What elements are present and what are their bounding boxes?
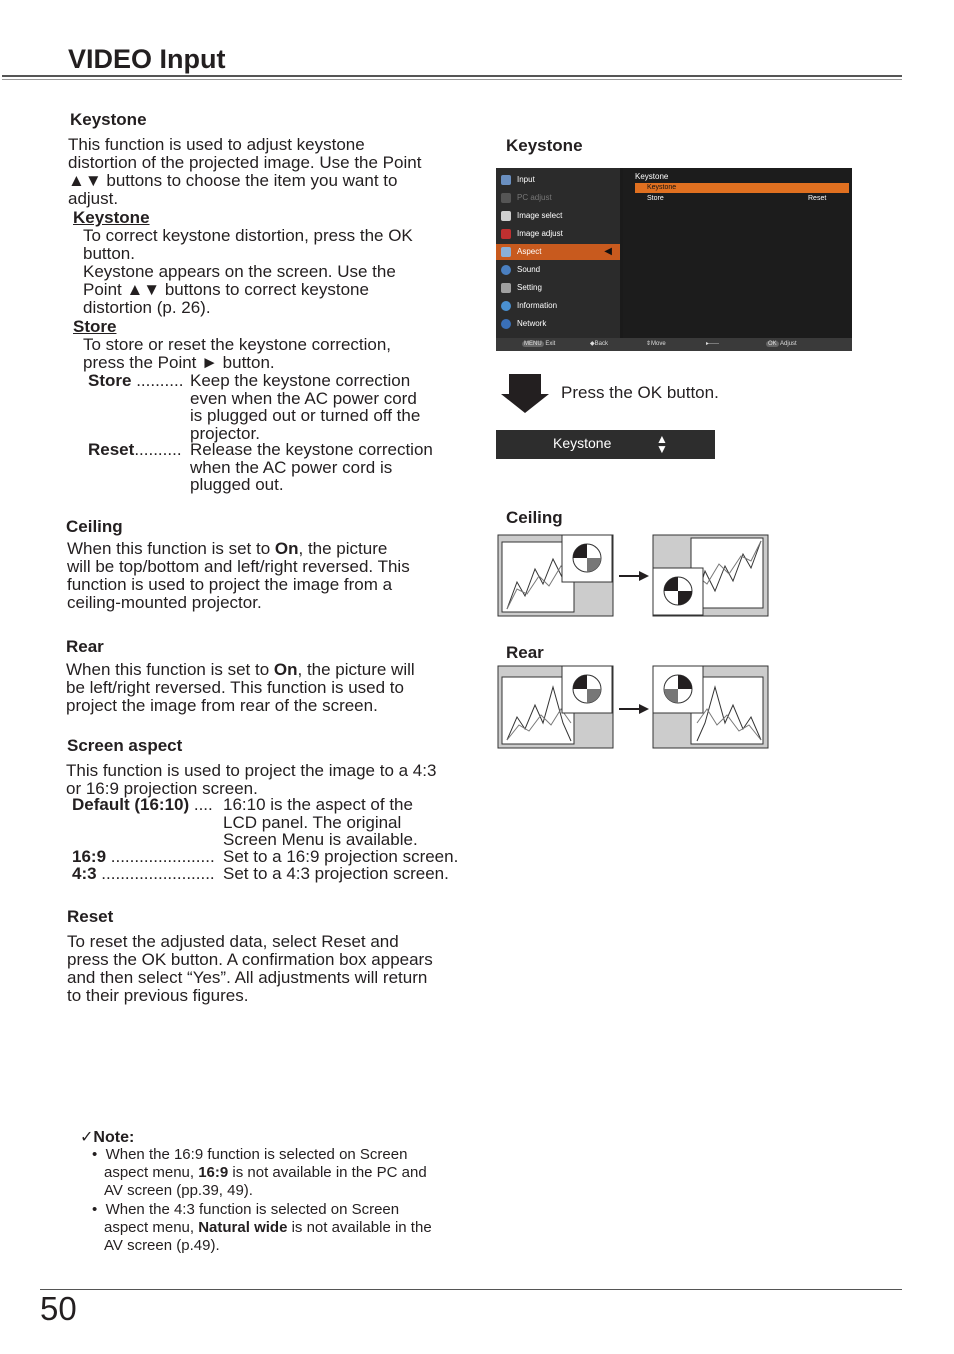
help-label: ----- (709, 341, 720, 347)
text-line: press the OK button. A confirmation box appears (67, 950, 433, 969)
bold-span: On (274, 539, 299, 558)
text-line: distortion of the projected image. Use the Point (68, 153, 422, 172)
text-line: project the image from rear of the screen. (66, 696, 378, 715)
text-span: , the picture will (297, 660, 415, 679)
ok-key-icon: OK (768, 341, 777, 347)
menu-sub-panel (623, 168, 852, 338)
menu-item-image-adjust[interactable] (496, 226, 620, 242)
ratio-43-option (72, 865, 215, 883)
reset-heading: Reset (67, 907, 114, 926)
help-adjust (766, 338, 797, 351)
text-line: 16:10 is the aspect of the (223, 795, 413, 814)
keystone-figure-label: Keystone (506, 136, 583, 155)
help-dashes: ▸----- (706, 341, 720, 347)
ceiling-text (67, 540, 410, 612)
keystone-bar-label: Keystone (553, 435, 612, 451)
right-arrow-icon (639, 704, 649, 714)
bold-span: On (273, 660, 298, 679)
sub-item-reset[interactable]: Reset (808, 195, 827, 202)
text-line: to their previous figures. (67, 986, 249, 1005)
ratio-43-text: Set to a 4:3 projection screen. (223, 864, 449, 883)
up-down-icon: ▲ ▼ (656, 432, 668, 456)
text-span: When the 16:9 function is selected on Screen (105, 1146, 408, 1163)
keystone-sub-keystone: Keystone (73, 208, 150, 227)
text-line: adjust. (68, 189, 119, 208)
default-option (72, 796, 213, 814)
text-line: To correct keystone distortion, press the OK (83, 226, 413, 245)
rear-diagram (497, 665, 772, 750)
menu-item-label: Input (517, 175, 535, 184)
menu-item-pc-adjust[interactable] (496, 190, 620, 206)
help-exit (522, 338, 555, 351)
text-line: projector. (190, 423, 260, 443)
menu-key-icon: MENU (524, 341, 542, 347)
menu-item-aspect[interactable] (496, 244, 620, 260)
keystone-sub-store: Store (73, 317, 117, 336)
check-icon: ✓ (80, 1129, 94, 1146)
default-option-text (223, 796, 418, 849)
menu-item-label: Network (517, 319, 547, 328)
rear-text (66, 661, 415, 715)
text-span: , the picture (298, 539, 388, 558)
option-label: Store (88, 371, 132, 390)
text-line (92, 1164, 427, 1182)
text-line: ▲▼ buttons to choose the item you want to (68, 171, 398, 190)
help-move: ⇕Move (646, 341, 666, 347)
option-label: 4:3 (72, 864, 97, 883)
note-label: Note: (93, 1129, 135, 1146)
text-line: be left/right reversed. This function is used to (66, 678, 404, 697)
note-bullet-1 (92, 1146, 427, 1200)
text-line: plugged out. (190, 475, 284, 494)
reset-option-text (190, 441, 433, 494)
header-rule (2, 75, 902, 77)
setting-icon (501, 283, 511, 293)
pc-adjust-icon (501, 193, 511, 203)
menu-item-image-select[interactable] (496, 208, 620, 224)
text-line: Keep the keystone correction (190, 371, 411, 390)
leader-dots: .......... (134, 440, 182, 459)
menu-help-bar (496, 338, 852, 351)
down-arrow-icon (500, 374, 550, 414)
press-ok-text: Press the OK button. (561, 383, 719, 402)
sub-item-keystone-selected[interactable] (635, 183, 849, 193)
text-line: • When the 4:3 function is selected on Screen (92, 1201, 400, 1218)
text-line: button. (83, 244, 135, 263)
text-line: To reset the adjusted data, select Reset and (67, 932, 399, 951)
text-span: When this function is set to (67, 539, 275, 558)
ceiling-diagram (497, 534, 772, 618)
keystone-sub-store-text (83, 336, 391, 372)
menu-item-sound[interactable] (496, 262, 620, 278)
rear-heading: Rear (66, 637, 104, 656)
help-label: Adjust (780, 341, 797, 347)
help-label: Back (594, 341, 608, 347)
input-icon (501, 175, 511, 185)
image-select-icon (501, 211, 511, 221)
option-label: 16:9 (72, 847, 107, 866)
menu-item-label: Information (517, 301, 558, 310)
store-option (88, 372, 183, 390)
sub-item-label: Keystone (647, 184, 677, 191)
text-line: Release the keystone correction (190, 440, 433, 459)
text-line: This function is used to adjust keystone (68, 135, 365, 154)
sound-icon (501, 265, 511, 275)
menu-item-label: Image select (517, 211, 563, 220)
option-label: Reset (88, 440, 135, 459)
menu-main-list (496, 168, 620, 338)
text-line: even when the AC power cord (190, 388, 417, 408)
menu-item-setting[interactable] (496, 280, 620, 296)
text-line: is plugged out or turned off the (190, 406, 421, 425)
help-label: Exit (545, 341, 556, 347)
right-arrow-icon (639, 571, 649, 581)
ceiling-figure-label: Ceiling (506, 508, 563, 527)
text-line: AV screen (pp.39, 49). (104, 1182, 253, 1199)
text-line: Point ▲▼ buttons to correct keystone (83, 280, 369, 299)
store-option-text (190, 372, 420, 442)
menu-item-information[interactable] (496, 298, 620, 314)
text-span: aspect menu, (104, 1164, 199, 1181)
help-label: Move (651, 341, 666, 347)
header-rule-thin (2, 79, 902, 80)
menu-item-label: Aspect (517, 247, 542, 256)
screen-aspect-intro (66, 762, 436, 798)
ratio-169-text: Set to a 16:9 projection screen. (223, 847, 459, 866)
bold-span: Natural wide (198, 1219, 288, 1236)
reset-text (67, 933, 433, 1005)
text-line: distortion (p. 26). (83, 298, 211, 317)
menu-item-label: Setting (517, 283, 542, 292)
text-span: When this function is set to (66, 660, 274, 679)
footer-rule (40, 1289, 902, 1290)
leader-dots: ...................... (106, 847, 215, 866)
text-line: when the AC power cord is (190, 457, 393, 477)
text-span: aspect menu, (104, 1219, 199, 1236)
text-line: Keystone appears on the screen. Use the (83, 262, 396, 281)
menu-item-input[interactable] (496, 172, 620, 188)
leader-dots: .... (189, 795, 213, 814)
keystone-intro (68, 136, 421, 208)
page-number: 50 (40, 1290, 77, 1327)
ceiling-heading: Ceiling (66, 517, 123, 536)
page-title: VIDEO Input (68, 44, 226, 74)
reset-option (88, 441, 182, 459)
text-line (92, 1219, 432, 1237)
keystone-sub-keystone-text (83, 227, 413, 317)
ratio-169-option (72, 848, 215, 866)
projector-menu-screenshot (496, 168, 852, 351)
text-line: AV screen (p.49). (104, 1237, 220, 1254)
text-line: or 16:9 projection screen. (66, 779, 258, 798)
image-adjust-icon (501, 229, 511, 239)
text-line: This function is used to project the image to a 4:3 (66, 761, 437, 780)
triangle-left-icon: ◀ (604, 246, 612, 257)
sub-panel-title: Keystone (635, 172, 669, 181)
text-line: To store or reset the keystone correction, (83, 335, 392, 354)
menu-item-label: Sound (517, 265, 541, 274)
bold-span: 16:9 (198, 1164, 229, 1181)
leader-dots: ........................ (96, 864, 215, 883)
leader-dots: .......... (131, 371, 184, 390)
note-bullet-2 (92, 1201, 432, 1255)
text-line: LCD panel. The original (223, 812, 402, 832)
text-line: Screen Menu is available. (223, 830, 418, 849)
text-line: will be top/bottom and left/right reversed. This (67, 557, 410, 576)
text-line: and then select “Yes”. All adjustments will return (67, 968, 428, 987)
text-span: is not available in the (287, 1219, 432, 1236)
information-icon (501, 301, 511, 311)
keystone-osd-bar (496, 430, 715, 459)
menu-item-network[interactable] (496, 316, 620, 332)
text-line: • When the 16:9 function is selected on Screen (92, 1146, 408, 1163)
text-line: ceiling-mounted projector. (67, 593, 262, 612)
network-icon (501, 319, 511, 329)
text-line (66, 661, 415, 679)
text-span: is not available in the PC and (228, 1164, 427, 1181)
sub-item-store[interactable]: Store (647, 195, 664, 202)
aspect-icon (501, 247, 511, 257)
help-back: ◆Back (590, 341, 608, 347)
option-label: Default (16:10) (72, 795, 190, 814)
menu-item-label: Image adjust (517, 229, 563, 238)
text-line: function is used to project the image from a (67, 575, 393, 594)
text-line (67, 540, 410, 558)
rear-figure-label: Rear (506, 643, 544, 662)
screen-aspect-heading: Screen aspect (67, 736, 183, 755)
note-title (80, 1127, 134, 1147)
menu-item-label: PC adjust (517, 193, 552, 202)
keystone-heading: Keystone (70, 110, 147, 129)
text-span: When the 4:3 function is selected on Screen (105, 1201, 400, 1218)
text-line: press the Point ► button. (83, 353, 275, 372)
